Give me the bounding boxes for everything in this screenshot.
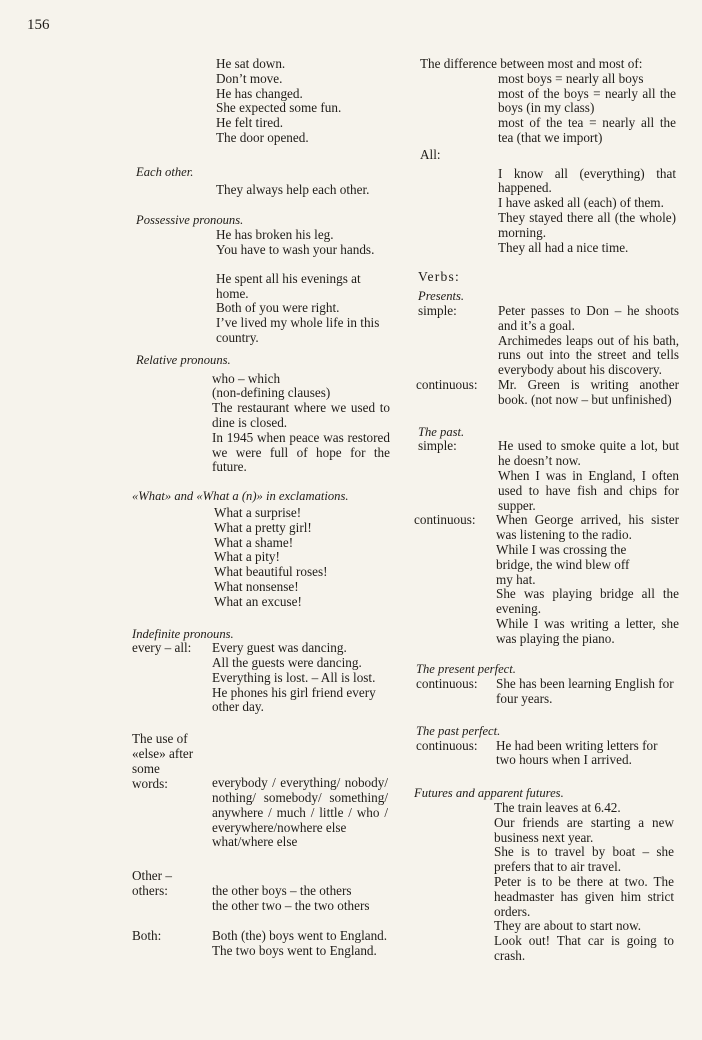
example-line: Every guest was dancing. — [212, 640, 347, 656]
example-line: What a pretty girl! — [214, 519, 312, 535]
exclamation-examples — [214, 506, 392, 610]
verbs-heading: Verbs: — [418, 269, 460, 285]
example-line: What an excuse! — [214, 593, 302, 609]
example-line: (non-defining clauses) — [212, 385, 331, 401]
example-line: The door opened. — [216, 129, 309, 145]
example-line: most of the boys = nearly all the boys (in my class) — [498, 85, 676, 116]
relative-heading: Relative pronouns. — [136, 352, 231, 367]
each-other-heading: Each other. — [136, 164, 194, 179]
example-line: When I was in England, I often used to have fish and chips for supper. — [498, 467, 679, 513]
every-all-entry — [132, 641, 392, 715]
example-line: She is to travel by boat – she prefers that to air travel. — [494, 844, 674, 875]
page-number: 156 — [27, 17, 50, 33]
example-line: What nonsense! — [214, 578, 299, 594]
else-label: The use of «else» after some words: — [132, 731, 194, 791]
possessive-heading: Possessive pronouns. — [136, 213, 244, 228]
example-line: What a pity! — [214, 549, 280, 565]
simple-label: simple: — [418, 302, 457, 318]
example-line: Don’t move. — [216, 70, 283, 86]
example-line: The train leaves at 6.42. — [494, 800, 621, 816]
past-perfect-heading: The past perfect. — [416, 723, 501, 738]
example-line: They all had a nice time. — [498, 239, 629, 255]
past-continuous-text — [496, 513, 679, 646]
relative-examples — [212, 372, 390, 476]
present-perfect-heading: The present perfect. — [416, 662, 516, 677]
presents-continuous-entry — [416, 378, 679, 408]
example-line: What a shame! — [214, 534, 294, 550]
example-line: most boys = nearly all boys — [498, 70, 644, 86]
past-simple-entry — [418, 439, 679, 513]
example-line: the other two – the two others — [212, 898, 370, 914]
continuous-label: continuous: — [416, 376, 478, 392]
else-entry — [132, 732, 392, 850]
example-line: She has been learning English for four years. — [496, 676, 674, 707]
intransitive-examples — [216, 57, 366, 146]
example-line: She was playing bridge all the evening. — [496, 586, 679, 617]
example-line: They always help each other. — [216, 181, 370, 197]
example-line: Everything is lost. – All is lost. — [212, 669, 376, 685]
exclamations-heading: «What» and «What a (n)» in exclamations. — [132, 489, 349, 504]
present-perfect-text — [496, 677, 674, 707]
example-line: He spent all his evenings at home. — [216, 270, 361, 301]
futures-heading: Futures and apparent futures. — [414, 786, 564, 801]
indefinite-heading: Indefinite pronouns. — [132, 626, 234, 641]
all-label: All: — [420, 146, 441, 162]
both-label: Both: — [132, 927, 162, 943]
example-line: She expected some fun. — [216, 100, 342, 116]
example-line: Both of you were right. — [216, 300, 340, 316]
each-other-example — [216, 183, 392, 198]
example-line: While I was crossing the bridge, the wind blew off my hat. — [496, 541, 630, 587]
past-continuous-entry — [414, 513, 679, 646]
example-line: He felt tired. — [216, 115, 284, 131]
example-line: In 1945 when peace was restored we were full of hope for the future. — [212, 429, 390, 475]
example-line: He has changed. — [216, 85, 303, 101]
example-line: Mr. Green is writing another book. (not now – but unfinished) — [498, 376, 679, 407]
example-line: He had been writing letters for two hours when I arrived. — [496, 737, 658, 768]
example-line: What beautiful roses! — [214, 564, 328, 580]
most-heading: The difference between most and most of: — [420, 56, 643, 71]
example-line: most of the tea = nearly all the tea (that we import) — [498, 115, 676, 145]
most-examples — [498, 72, 676, 146]
example-line: He used to smoke quite a lot, but he doesn’t now. — [498, 438, 679, 469]
example-line: You have to wash your hands. — [216, 241, 375, 257]
else-extra: what/where else — [212, 834, 298, 850]
futures-examples — [494, 801, 674, 964]
present-perfect-entry — [416, 677, 679, 707]
example-line: who – which — [212, 370, 281, 386]
past-perfect-text — [496, 739, 674, 769]
left-column — [130, 57, 392, 958]
example-line: I have asked all (each) of them. — [498, 195, 664, 211]
presents-simple-entry — [418, 304, 679, 378]
example-line: The restaurant where we used to dine is closed. — [212, 400, 390, 430]
example-line: The two boys went to England. — [212, 942, 377, 958]
example-line: When George arrived, his sister was listening to the radio. — [496, 512, 679, 543]
example-line: Peter passes to Don – he shoots and it’s a goal. — [498, 302, 679, 333]
example-line: Archimedes leaps out of his bath, runs out into the street and tells everybody about his discovery. — [498, 332, 679, 378]
example-line: What a surprise! — [214, 504, 302, 520]
example-line: They stayed there all (the whole) morning. — [498, 209, 676, 240]
example-line: He phones his girl friend every other day. — [212, 684, 376, 715]
both-entry — [132, 929, 392, 959]
example-line: While I was writing a letter, she was playing the piano. — [496, 615, 679, 646]
presents-heading: Presents. — [418, 289, 465, 304]
past-simple-text — [498, 439, 679, 513]
continuous-label: continuous: — [416, 676, 478, 692]
example-line: Our friends are starting a new business next year. — [494, 814, 674, 845]
example-line: Look out! That car is going to crash. — [494, 933, 674, 964]
example-line: I’ve lived my whole life in this country. — [216, 315, 380, 345]
example-line: All the guests were dancing. — [212, 655, 362, 671]
possessive-examples — [216, 228, 392, 346]
example-line: He has broken his leg. — [216, 227, 334, 243]
example-line: He sat down. — [216, 56, 286, 71]
past-perfect-entry — [416, 739, 679, 769]
continuous-label: continuous: — [414, 512, 476, 528]
past-heading: The past. — [418, 424, 465, 439]
else-words: everybody / everything/ nobody/ nothing/ somebody/ something/ anywhere / much / little / who / everywhere/nowhere else — [212, 775, 388, 835]
example-line: the other boys – the others — [212, 883, 352, 899]
example-line: Peter is to be there at two. The headmaster has given him strict orders. — [494, 874, 674, 919]
other-entry — [132, 869, 392, 914]
example-line: They are about to start now. — [494, 918, 642, 934]
other-label: Other – others: — [132, 868, 172, 899]
continuous-label: continuous: — [416, 737, 478, 753]
right-column — [414, 57, 679, 964]
presents-simple-text — [498, 304, 679, 378]
every-all-label: every – all: — [132, 640, 192, 656]
presents-continuous-text — [498, 378, 679, 408]
simple-label: simple: — [418, 438, 457, 454]
example-line: Both (the) boys went to England. — [212, 927, 388, 943]
all-examples — [498, 167, 676, 256]
example-line: I know all (everything) that happened. — [498, 165, 676, 196]
